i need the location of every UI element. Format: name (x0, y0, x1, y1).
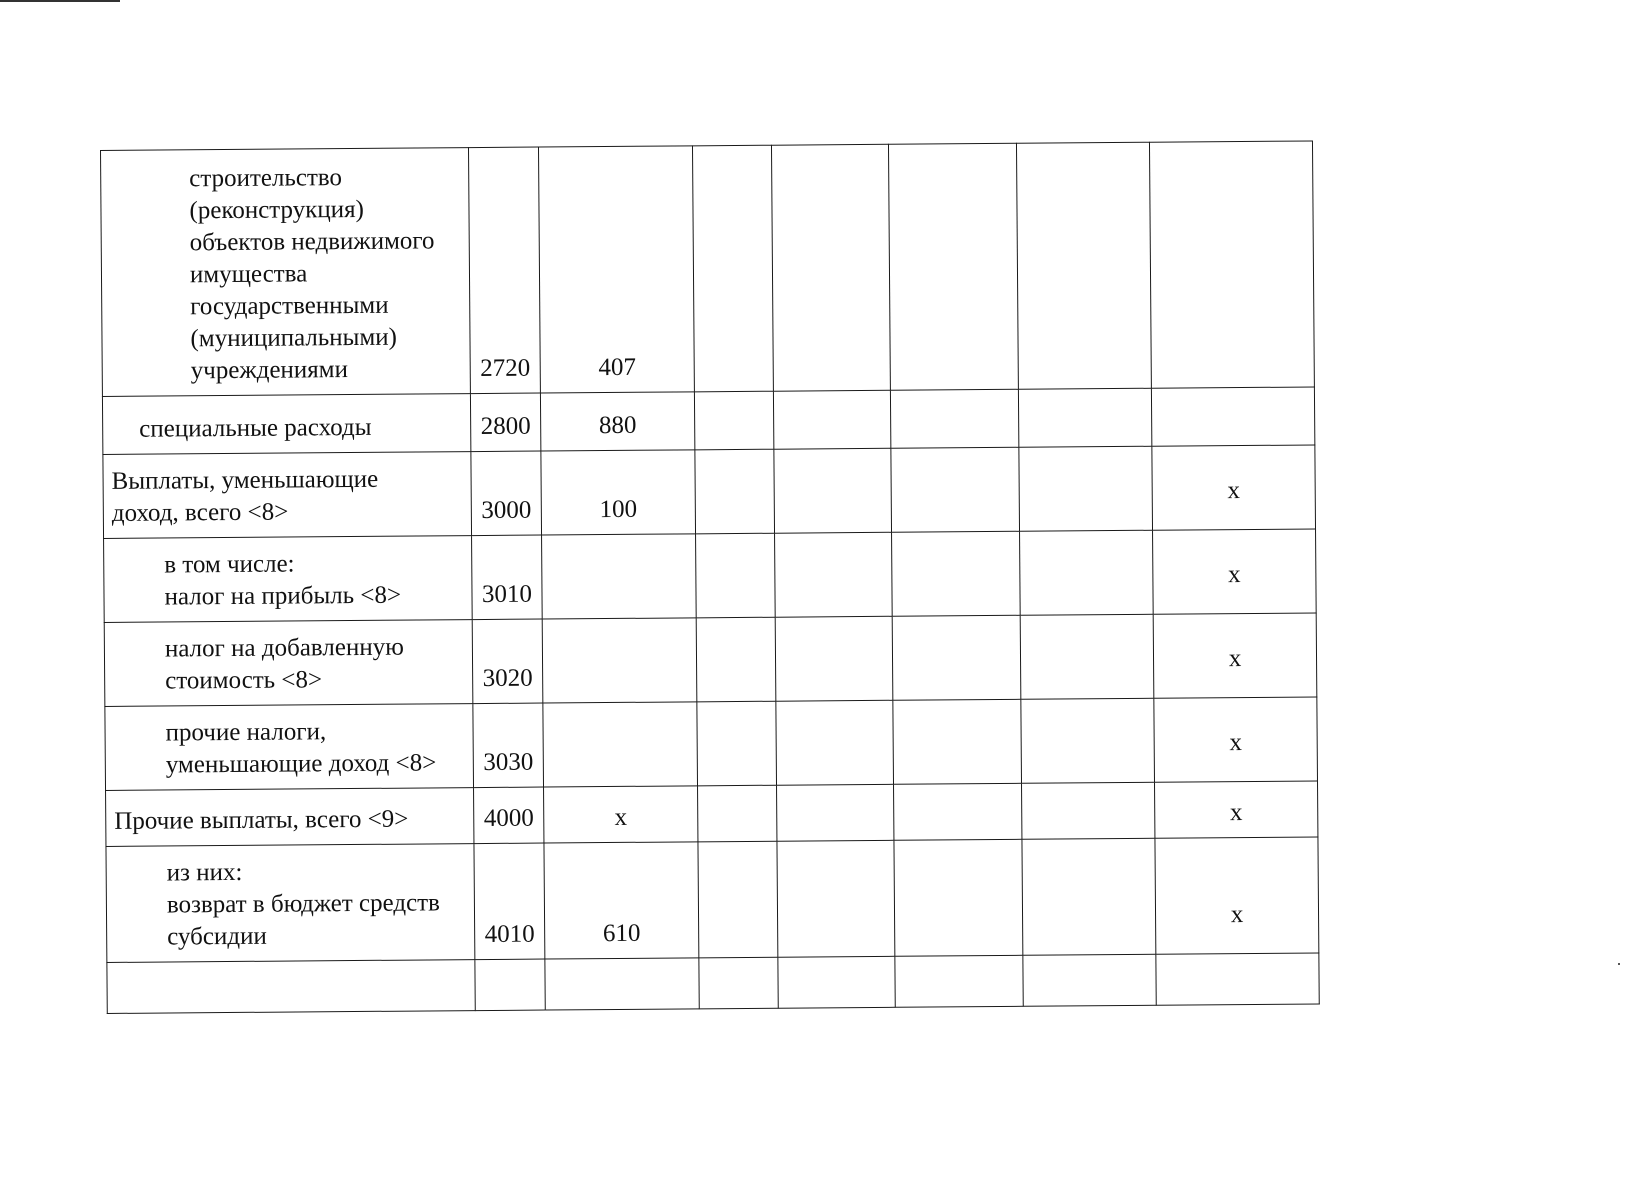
row-name-line: государственными (190, 291, 389, 321)
amount-cell (892, 531, 1021, 616)
amount-cell (1016, 142, 1151, 389)
row-classification-code-cell: х (544, 786, 698, 843)
row-name-line: доход, всего <8> (111, 498, 289, 527)
last-column-cell (1152, 445, 1316, 530)
not-applicable-mark: х (1229, 799, 1243, 827)
amount-cell (776, 700, 894, 785)
amount-cell (891, 447, 1020, 532)
amount-cell (775, 532, 893, 617)
row-code-cell: 3020 (472, 619, 543, 704)
amount-cell (777, 840, 895, 957)
row-name-cell (102, 394, 470, 455)
not-applicable-mark: х (1230, 901, 1244, 929)
scan-speck (1618, 963, 1620, 965)
empty-cell (1156, 953, 1319, 1005)
last-column-cell (1154, 697, 1318, 782)
amount-cell (893, 699, 1022, 784)
table-row (104, 613, 1317, 707)
amount-cell (1019, 446, 1153, 531)
row-name-line: уменьшающие доход <8> (165, 749, 437, 779)
amount-cell (892, 615, 1021, 700)
last-column-cell (1151, 387, 1314, 446)
row-classification-code-cell: 880 (540, 392, 694, 451)
row-name-line: имущества (189, 260, 308, 289)
amount-cell (894, 839, 1023, 956)
amount-cell (1020, 614, 1154, 699)
row-name-cell (106, 844, 475, 963)
row-name-line: возврат в бюджет средств (166, 889, 440, 919)
row-classification-code-cell: 407 (538, 146, 694, 393)
row-code-cell: 2720 (468, 147, 540, 394)
amount-cell (771, 144, 890, 391)
row-classification-code-cell (542, 534, 697, 619)
row-classification-code-cell (542, 618, 697, 703)
table-row (106, 781, 1318, 847)
amount-cell (890, 389, 1018, 448)
amount-cell (1022, 838, 1156, 955)
amount-cell (696, 533, 776, 618)
row-name-cell (103, 452, 472, 539)
amount-cell (697, 701, 777, 786)
row-name-line: Прочие выплаты, всего <9> (114, 805, 409, 835)
amount-cell (1018, 388, 1151, 447)
amount-cell (696, 617, 776, 702)
row-name-line: специальные расходы (139, 413, 372, 443)
row-name-cell (104, 620, 473, 707)
last-column-cell (1153, 529, 1317, 614)
amount-cell (775, 616, 893, 701)
row-classification-code-cell (543, 702, 698, 787)
table-row (102, 387, 1314, 455)
table-row (105, 697, 1318, 791)
row-name-line: Выплаты, уменьшающие (111, 465, 379, 495)
not-applicable-mark: х (1228, 645, 1242, 673)
row-name-line: из них: (166, 858, 243, 887)
row-name-line: объектов недвижимого (189, 227, 435, 257)
table-row (106, 837, 1319, 963)
amount-cell (1022, 782, 1155, 839)
row-name-line: (реконструкция) (189, 195, 364, 225)
amount-cell (774, 448, 892, 533)
last-column-cell (1149, 141, 1314, 388)
row-code-cell: 3000 (471, 451, 542, 536)
not-applicable-mark: х (1228, 561, 1241, 589)
empty-cell (1023, 954, 1156, 1006)
row-name-cell (104, 536, 473, 623)
row-name-line: субсидии (167, 922, 267, 951)
amount-cell (1021, 698, 1155, 783)
row-code-cell: 3010 (472, 535, 543, 620)
row-name-cell (101, 148, 471, 397)
amount-cell (698, 841, 778, 958)
empty-cell (778, 956, 895, 1008)
row-name-line: налог на добавленную (164, 633, 404, 663)
row-name-line: учреждениями (190, 356, 349, 385)
table-body (101, 141, 1320, 1013)
row-name-line: налог на прибыль <8> (164, 581, 402, 611)
row-classification-code-cell: 610 (544, 842, 699, 959)
not-applicable-mark: х (1229, 729, 1243, 757)
row-code-cell: 2800 (470, 393, 540, 452)
empty-cell (475, 959, 545, 1011)
empty-cell (895, 955, 1023, 1007)
document-sheet (100, 140, 1319, 1013)
amount-cell (777, 784, 894, 841)
amount-cell (692, 145, 773, 392)
amount-cell (894, 783, 1022, 840)
empty-cell (107, 960, 475, 1014)
amount-cell (698, 785, 777, 842)
table-row (101, 141, 1315, 397)
last-column-cell (1154, 781, 1317, 838)
row-code-cell: 3030 (473, 703, 544, 788)
empty-cell (545, 958, 699, 1010)
empty-cell (699, 957, 778, 1009)
table-row (103, 445, 1316, 539)
last-column-cell (1153, 613, 1317, 698)
amount-cell (695, 449, 775, 534)
financial-plan-table (100, 140, 1320, 1014)
row-name-cell (105, 704, 474, 791)
amount-cell (773, 390, 890, 449)
row-name-line: в том числе: (164, 550, 295, 579)
row-classification-code-cell: 100 (541, 450, 696, 535)
amount-cell (1020, 530, 1154, 615)
amount-cell (888, 143, 1018, 390)
row-code-cell: 4010 (474, 843, 545, 960)
not-applicable-mark: х (1227, 477, 1241, 505)
row-name-cell (106, 788, 474, 847)
row-code-cell: 4000 (474, 787, 544, 844)
row-name-line: (муниципальными) (190, 323, 398, 353)
amount-cell (694, 391, 773, 450)
scan-edge-mark (0, 0, 120, 2)
table-row (104, 529, 1317, 623)
row-name-line: строительство (189, 164, 343, 193)
last-column-cell (1155, 837, 1319, 954)
row-name-line: стоимость <8> (165, 666, 323, 695)
empty-table-row (107, 953, 1319, 1014)
row-name-line: прочие налоги, (165, 718, 327, 747)
